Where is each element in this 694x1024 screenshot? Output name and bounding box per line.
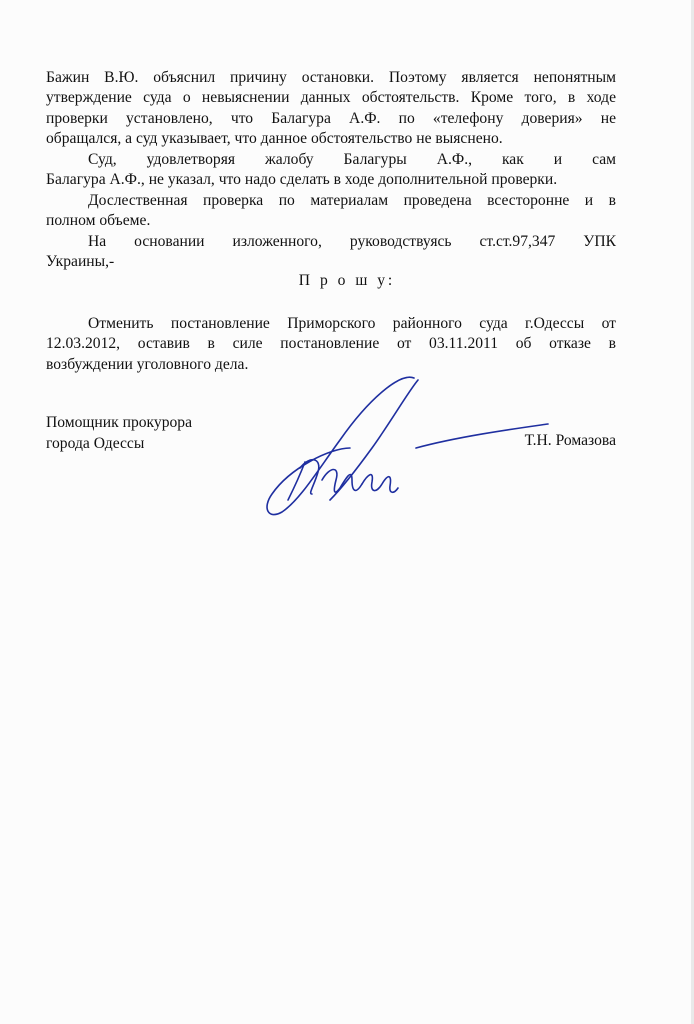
signer-title-line: Помощник прокурора <box>46 414 193 431</box>
text-line: проверки установлено, что Балагура А.Ф. по «телефону доверия» не <box>46 109 616 127</box>
text-line: возбуждении уголовного дела. <box>46 355 249 373</box>
signer-name: Т.Н. Ромазова <box>524 432 616 449</box>
signer-title-line: города Одессы <box>46 435 145 452</box>
text-line: 12.03.2012, оставив в силе постановление от 03.11.2011 об отказе в <box>46 335 616 353</box>
request-heading: П р о ш у: <box>298 272 396 289</box>
text-line: Бажин В.Ю. объяснил причину остановки. Поэтому является непонятным <box>46 69 616 86</box>
text-line: утверждение суда о невыяснении данных обстоятельств. Кроме того, в ходе <box>46 89 616 107</box>
text-line: Отменить постановление Приморского районного суда г.Одессы от <box>88 315 616 332</box>
text-line: обращался, а суд указывает, что данное обстоятельство не выяснено. <box>46 130 503 148</box>
text-line: Суд, удовлетворяя жалобу Балагуры А.Ф., как и сам <box>88 151 616 168</box>
text-line: Украины,- <box>46 253 115 271</box>
text-line: На основании изложенного, руководствуясь ст.ст.97,347 УПК <box>88 233 616 250</box>
text-line: Балагура А.Ф., не указал, что надо сделать в ходе дополнительной проверки. <box>46 171 558 189</box>
text-line: Дослественная проверка по материалам проведена всесторонне и в <box>88 192 616 209</box>
text-line: полном объеме. <box>46 212 151 230</box>
